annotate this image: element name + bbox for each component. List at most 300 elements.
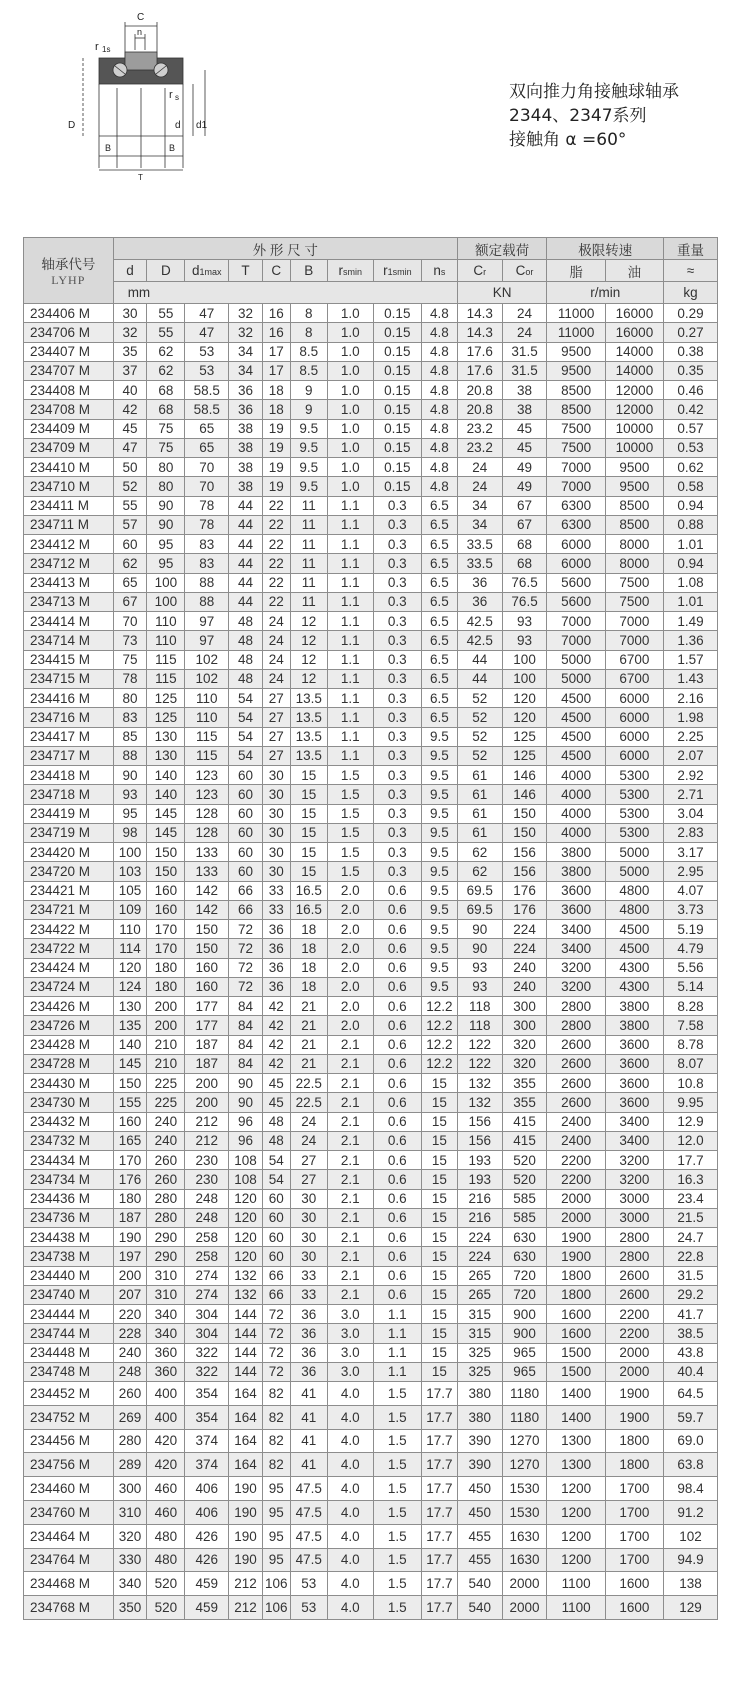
cell-d1: 65 [185,438,229,457]
cell-r: 2.1 [327,1170,373,1189]
cell-weight: 21.5 [664,1208,718,1227]
cell-d1: 230 [185,1151,229,1170]
cell-model: 234726 M [24,1016,114,1035]
cell-T: 44 [229,592,263,611]
cell-cr: 450 [457,1477,502,1501]
cell-cr: 42.5 [457,612,502,631]
cell-C: 30 [262,766,290,785]
cell-oil: 1700 [605,1477,663,1501]
cell-cor: 415 [502,1112,547,1131]
cell-r: 2.1 [327,1208,373,1227]
cell-B: 16.5 [290,881,327,900]
cell-d1: 426 [185,1524,229,1548]
cell-T: 164 [229,1453,263,1477]
cell-cor: 67 [502,496,547,515]
cell-oil: 6700 [605,669,663,688]
cell-d1: 258 [185,1247,229,1266]
cell-grease: 7000 [547,612,605,631]
cell-T: 164 [229,1429,263,1453]
cell-weight: 38.5 [664,1324,718,1343]
cell-D: 420 [147,1453,185,1477]
table-row [24,515,718,534]
cell-C: 17 [262,361,290,380]
cell-d1: 58.5 [185,381,229,400]
cell-D: 210 [147,1054,185,1073]
cell-cor: 355 [502,1074,547,1093]
cell-d: 320 [113,1524,147,1548]
cell-B: 41 [290,1405,327,1429]
cell-T: 48 [229,669,263,688]
cell-weight: 3.04 [664,804,718,823]
cell-C: 22 [262,515,290,534]
cell-d1: 274 [185,1285,229,1304]
cell-cor: 900 [502,1324,547,1343]
cell-B: 8.5 [290,361,327,380]
cell-C: 72 [262,1343,290,1362]
cell-d: 78 [113,669,147,688]
cell-oil: 14000 [605,342,663,361]
cell-d1: 70 [185,458,229,477]
label-C: C [137,12,145,23]
cell-cr: 224 [457,1247,502,1266]
cell-T: 212 [229,1596,263,1620]
cell-T: 72 [229,920,263,939]
cell-C: 45 [262,1074,290,1093]
cell-d1: 354 [185,1382,229,1406]
cell-grease: 1300 [547,1453,605,1477]
cell-C: 27 [262,746,290,765]
cell-B: 15 [290,766,327,785]
cell-n: 6.5 [421,535,457,554]
cell-r: 4.0 [327,1524,373,1548]
cell-cor: 38 [502,400,547,419]
cell-C: 19 [262,438,290,457]
cell-cor: 2000 [502,1572,547,1596]
cell-B: 18 [290,939,327,958]
cell-n: 9.5 [421,939,457,958]
cell-D: 115 [147,650,185,669]
cell-C: 45 [262,1093,290,1112]
col-d1: d1max [185,260,229,282]
cell-B: 30 [290,1228,327,1247]
cell-T: 44 [229,496,263,515]
cell-d: 67 [113,592,147,611]
cell-B: 36 [290,1324,327,1343]
cell-n: 6.5 [421,573,457,592]
cell-model: 234426 M [24,997,114,1016]
col-C: C [262,260,290,282]
cell-T: 144 [229,1324,263,1343]
table-row [24,1548,718,1572]
cell-oil: 5300 [605,785,663,804]
cell-r1: 0.3 [373,689,421,708]
cell-cor: 125 [502,727,547,746]
cell-cr: 216 [457,1208,502,1227]
cell-d1: 58.5 [185,400,229,419]
cell-r1: 0.6 [373,1208,421,1227]
cell-oil: 7000 [605,631,663,650]
cell-T: 44 [229,515,263,534]
cell-r: 2.1 [327,1189,373,1208]
table-row [24,1500,718,1524]
cell-d: 110 [113,920,147,939]
cell-r1: 0.6 [373,1054,421,1073]
cell-grease: 7000 [547,631,605,650]
cell-D: 100 [147,573,185,592]
cell-oil: 1700 [605,1548,663,1572]
cell-C: 24 [262,631,290,650]
cell-cor: 76.5 [502,592,547,611]
cell-cor: 156 [502,862,547,881]
cell-D: 280 [147,1208,185,1227]
cell-grease: 1500 [547,1362,605,1381]
cell-oil: 1900 [605,1382,663,1406]
cell-d: 85 [113,727,147,746]
label-r1s-sub: 1s [102,45,111,54]
cell-d: 190 [113,1228,147,1247]
cell-d1: 374 [185,1429,229,1453]
cell-n: 15 [421,1170,457,1189]
cell-r1: 0.15 [373,458,421,477]
cell-C: 54 [262,1151,290,1170]
table-row [24,1429,718,1453]
cell-weight: 129 [664,1596,718,1620]
cell-d: 100 [113,843,147,862]
table-row [24,477,718,496]
cell-B: 9.5 [290,438,327,457]
cell-d: 98 [113,823,147,842]
cell-d: 300 [113,1477,147,1501]
cell-cr: 450 [457,1500,502,1524]
cell-oil: 2800 [605,1247,663,1266]
cell-D: 90 [147,496,185,515]
cell-grease: 2200 [547,1170,605,1189]
cell-grease: 2600 [547,1093,605,1112]
table-row [24,939,718,958]
cell-D: 360 [147,1343,185,1362]
cell-n: 12.2 [421,997,457,1016]
col-cr: Cr [457,260,502,282]
cell-cor: 630 [502,1247,547,1266]
cell-d1: 123 [185,785,229,804]
cell-grease: 3400 [547,920,605,939]
cell-D: 110 [147,631,185,650]
cell-model: 234456 M [24,1429,114,1453]
cell-cr: 23.2 [457,419,502,438]
cell-weight: 2.92 [664,766,718,785]
cell-r: 3.0 [327,1324,373,1343]
cell-weight: 2.71 [664,785,718,804]
cell-model: 234440 M [24,1266,114,1285]
cell-d1: 374 [185,1453,229,1477]
table-row [24,612,718,631]
cell-r: 1.0 [327,419,373,438]
cell-B: 30 [290,1208,327,1227]
cell-r: 4.0 [327,1453,373,1477]
cell-weight: 1.01 [664,535,718,554]
cell-C: 42 [262,997,290,1016]
cell-r: 4.0 [327,1548,373,1572]
cell-oil: 1900 [605,1405,663,1429]
cell-d1: 459 [185,1596,229,1620]
cell-d1: 322 [185,1362,229,1381]
cell-D: 400 [147,1405,185,1429]
cell-d: 180 [113,1189,147,1208]
cell-T: 48 [229,612,263,631]
cell-cr: 52 [457,727,502,746]
cell-r: 1.0 [327,342,373,361]
cell-cor: 146 [502,766,547,785]
cell-weight: 17.7 [664,1151,718,1170]
cell-d1: 128 [185,823,229,842]
cell-r1: 0.15 [373,419,421,438]
cell-T: 132 [229,1285,263,1304]
cell-D: 280 [147,1189,185,1208]
cell-n: 6.5 [421,708,457,727]
cell-D: 340 [147,1324,185,1343]
cell-T: 84 [229,997,263,1016]
cell-model: 234744 M [24,1324,114,1343]
cell-r: 2.1 [327,1074,373,1093]
cell-grease: 7000 [547,477,605,496]
cell-model: 234768 M [24,1596,114,1620]
label-d1: d1 [196,120,208,131]
cell-D: 95 [147,554,185,573]
cell-n: 15 [421,1093,457,1112]
cell-n: 6.5 [421,554,457,573]
cell-weight: 91.2 [664,1500,718,1524]
cell-weight: 24.7 [664,1228,718,1247]
header-speed: 极限转速 [547,238,664,260]
cell-d1: 150 [185,939,229,958]
cell-model: 234409 M [24,419,114,438]
cell-oil: 9500 [605,458,663,477]
cell-C: 95 [262,1500,290,1524]
cell-D: 225 [147,1074,185,1093]
cell-oil: 3600 [605,1093,663,1112]
cell-d: 176 [113,1170,147,1189]
cell-d1: 128 [185,804,229,823]
cell-B: 41 [290,1382,327,1406]
cell-n: 17.7 [421,1405,457,1429]
cell-model: 234713 M [24,592,114,611]
cell-weight: 0.27 [664,323,718,342]
cell-model: 234417 M [24,727,114,746]
cell-B: 11 [290,515,327,534]
cell-model: 234715 M [24,669,114,688]
cell-D: 55 [147,304,185,323]
table-row [24,496,718,515]
cell-model: 234756 M [24,1453,114,1477]
cell-model: 234406 M [24,304,114,323]
cell-d: 150 [113,1074,147,1093]
cell-cor: 224 [502,939,547,958]
cell-cr: 36 [457,592,502,611]
cell-B: 13.5 [290,727,327,746]
cell-weight: 2.25 [664,727,718,746]
cell-oil: 9500 [605,477,663,496]
cell-T: 60 [229,843,263,862]
cell-cr: 132 [457,1074,502,1093]
cell-cr: 52 [457,689,502,708]
cell-d: 50 [113,458,147,477]
col-r1: r1smin [373,260,421,282]
cell-model: 234468 M [24,1572,114,1596]
cell-B: 13.5 [290,708,327,727]
cell-n: 4.8 [421,323,457,342]
cell-grease: 2800 [547,997,605,1016]
cell-d: 73 [113,631,147,650]
cell-model: 234760 M [24,1500,114,1524]
cell-r1: 0.6 [373,1112,421,1131]
cell-d1: 123 [185,766,229,785]
cell-d: 200 [113,1266,147,1285]
cell-grease: 5600 [547,573,605,592]
table-row [24,862,718,881]
cell-oil: 4500 [605,939,663,958]
cell-B: 47.5 [290,1548,327,1572]
cell-d: 197 [113,1247,147,1266]
cell-d1: 150 [185,920,229,939]
cell-T: 96 [229,1131,263,1150]
cell-C: 42 [262,1035,290,1054]
cell-n: 4.8 [421,361,457,380]
cell-model: 234411 M [24,496,114,515]
cell-grease: 3600 [547,900,605,919]
cell-D: 90 [147,515,185,534]
cell-grease: 1900 [547,1247,605,1266]
col-oil: 油 [605,260,663,282]
cell-r1: 1.5 [373,1548,421,1572]
cell-cor: 520 [502,1170,547,1189]
cell-cor: 45 [502,419,547,438]
cell-grease: 1200 [547,1548,605,1572]
cell-n: 15 [421,1112,457,1131]
cell-grease: 7500 [547,438,605,457]
cell-B: 12 [290,669,327,688]
cell-C: 16 [262,323,290,342]
cell-grease: 6300 [547,515,605,534]
cell-T: 190 [229,1477,263,1501]
cell-cor: 24 [502,304,547,323]
cell-r1: 0.6 [373,1285,421,1304]
cell-weight: 16.3 [664,1170,718,1189]
cell-oil: 2800 [605,1228,663,1247]
cell-r1: 1.5 [373,1382,421,1406]
cell-d1: 230 [185,1170,229,1189]
cell-weight: 3.73 [664,900,718,919]
cell-d: 95 [113,804,147,823]
cell-d: 42 [113,400,147,419]
cell-D: 210 [147,1035,185,1054]
cell-C: 18 [262,381,290,400]
cell-oil: 3600 [605,1074,663,1093]
cell-cr: 380 [457,1405,502,1429]
cell-cor: 176 [502,900,547,919]
cell-grease: 1600 [547,1324,605,1343]
table-row [24,843,718,862]
cell-d: 228 [113,1324,147,1343]
cell-T: 54 [229,727,263,746]
table-row [24,631,718,650]
cell-cor: 720 [502,1266,547,1285]
cell-n: 15 [421,1074,457,1093]
cell-d: 105 [113,881,147,900]
cell-cr: 325 [457,1343,502,1362]
cell-weight: 0.35 [664,361,718,380]
cell-r: 2.0 [327,939,373,958]
cell-d: 350 [113,1596,147,1620]
cell-B: 47.5 [290,1500,327,1524]
cell-T: 190 [229,1524,263,1548]
col-r: rsmin [327,260,373,282]
cell-d1: 97 [185,631,229,650]
cell-B: 30 [290,1189,327,1208]
table-row [24,1285,718,1304]
table-row [24,361,718,380]
cell-cr: 61 [457,785,502,804]
cell-r: 1.0 [327,361,373,380]
label-rs: r [169,89,173,101]
cell-r1: 0.6 [373,1266,421,1285]
cell-weight: 41.7 [664,1305,718,1324]
cell-weight: 5.56 [664,958,718,977]
cell-T: 38 [229,438,263,457]
table-row [24,400,718,419]
cell-cor: 300 [502,1016,547,1035]
cell-r1: 0.3 [373,669,421,688]
cell-cr: 118 [457,1016,502,1035]
table-row [24,1131,718,1150]
cell-cor: 68 [502,554,547,573]
cell-r1: 0.3 [373,650,421,669]
cell-C: 30 [262,862,290,881]
cell-r: 4.0 [327,1596,373,1620]
cell-T: 164 [229,1405,263,1429]
cell-r: 2.1 [327,1093,373,1112]
cell-d: 60 [113,535,147,554]
cell-B: 8 [290,323,327,342]
cell-T: 38 [229,458,263,477]
cell-C: 30 [262,823,290,842]
cell-r1: 0.3 [373,496,421,515]
cell-oil: 4300 [605,958,663,977]
cell-r: 2.0 [327,958,373,977]
cell-D: 290 [147,1228,185,1247]
cell-oil: 1800 [605,1453,663,1477]
cell-B: 18 [290,920,327,939]
cell-oil: 3400 [605,1112,663,1131]
cell-D: 125 [147,689,185,708]
cell-n: 15 [421,1305,457,1324]
table-row [24,554,718,573]
cell-cr: 380 [457,1382,502,1406]
cell-d1: 115 [185,727,229,746]
col-T: T [229,260,263,282]
cell-B: 13.5 [290,689,327,708]
cell-r: 2.1 [327,1228,373,1247]
cell-model: 234420 M [24,843,114,862]
cell-C: 18 [262,400,290,419]
cell-d: 57 [113,515,147,534]
cell-D: 130 [147,727,185,746]
cell-D: 460 [147,1500,185,1524]
cell-cor: 630 [502,1228,547,1247]
cell-B: 21 [290,1035,327,1054]
label-T: T [138,173,143,182]
cell-d1: 160 [185,958,229,977]
cell-D: 140 [147,766,185,785]
